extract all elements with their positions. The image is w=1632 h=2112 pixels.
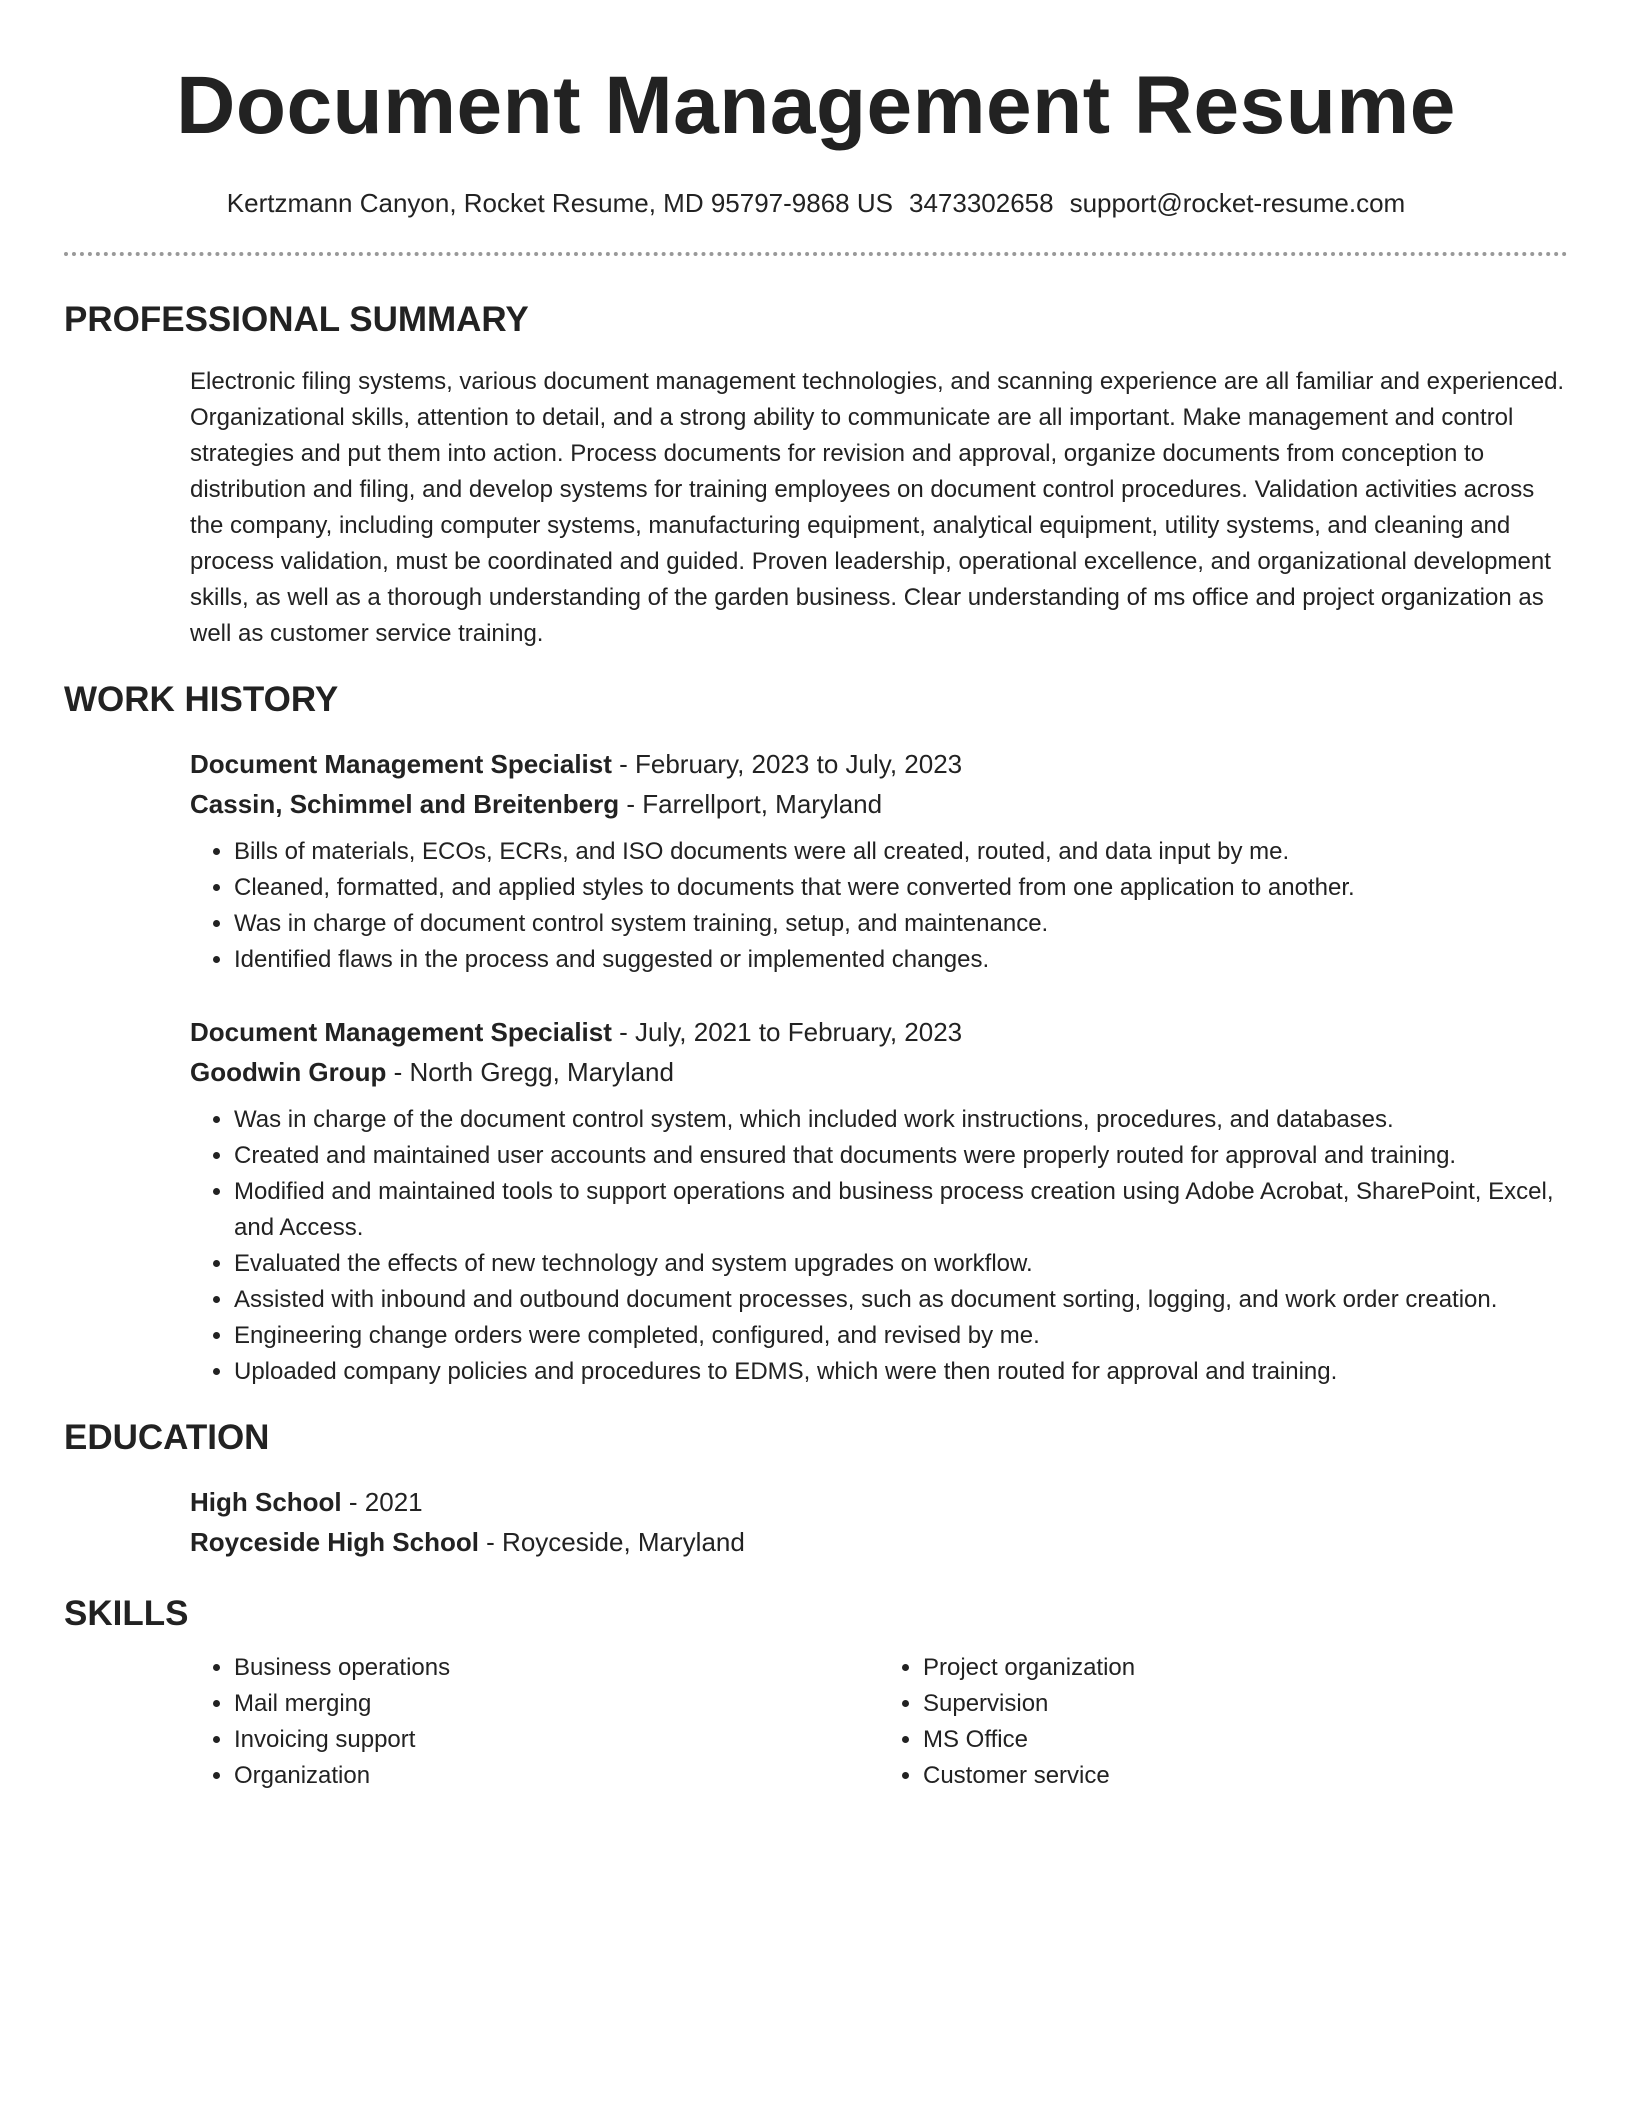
skill-item: • Mail merging (234, 1686, 879, 1722)
education-school-line (190, 1522, 1568, 1562)
work-section (0, 678, 1632, 1390)
resume-title: Document Management Resume (176, 60, 1456, 151)
education-school: Royceside High School (190, 1527, 479, 1557)
job-location: - Farrellport, Maryland (619, 789, 883, 819)
job-company-line (190, 1052, 1568, 1092)
job-bullet: • Was in charge of the document control system, which included work instructions, procedures, and databases. (234, 1102, 1568, 1138)
job-dates: - February, 2023 to July, 2023 (611, 749, 963, 779)
job-title-line (190, 1012, 1568, 1052)
education-heading: EDUCATION (64, 1418, 270, 1457)
job-bullet: • Created and maintained user accounts and ensured that documents were properly routed for approval and training. (234, 1138, 1568, 1174)
skills-grid (190, 1650, 1568, 1794)
education-section (0, 1416, 1632, 1562)
job-company: Goodwin Group (190, 1057, 387, 1087)
job-bullets (190, 834, 1568, 978)
job-bullet: • Was in charge of document control system training, setup, and maintenance. (234, 906, 1568, 942)
job-bullet: • Identified flaws in the process and suggested or implemented changes. (234, 942, 1568, 978)
skills-column-right (879, 1650, 1568, 1794)
summary-heading: PROFESSIONAL SUMMARY (64, 300, 529, 339)
contact-email: support@rocket-resume.com (1069, 188, 1406, 218)
job-bullet: • Assisted with inbound and outbound document processes, such as document sorting, logging, and work order creation. (234, 1282, 1568, 1318)
education-location: - Royceside, Maryland (478, 1527, 745, 1557)
contact-address: Kertzmann Canyon, Rocket Resume, MD 95797-9868 US (226, 188, 893, 218)
summary-section (0, 298, 1632, 652)
job-bullet: • Uploaded company policies and procedures to EDMS, which were then routed for approval and training. (234, 1354, 1568, 1390)
job-company-line (190, 784, 1568, 824)
job-entry (190, 744, 1568, 978)
job-company: Cassin, Schimmel and Breitenberg (190, 789, 620, 819)
contact-line (0, 186, 1632, 220)
skill-item: • Invoicing support (234, 1722, 879, 1758)
job-bullet: • Engineering change orders were completed, configured, and revised by me. (234, 1318, 1568, 1354)
skill-item: • Supervision (923, 1686, 1568, 1722)
skill-item: • Organization (234, 1758, 879, 1794)
job-role: Document Management Specialist (190, 749, 612, 779)
job-bullet: • Bills of materials, ECOs, ECRs, and ISO documents were all created, routed, and data input by me. (234, 834, 1568, 870)
skill-item: • Customer service (923, 1758, 1568, 1794)
job-role: Document Management Specialist (190, 1017, 612, 1047)
skill-item: • Business operations (234, 1650, 879, 1686)
education-degree: High School (190, 1487, 342, 1517)
skills-heading: SKILLS (64, 1594, 189, 1633)
job-location: - North Gregg, Maryland (386, 1057, 674, 1087)
job-dates: - July, 2021 to February, 2023 (611, 1017, 963, 1047)
skills-section (0, 1592, 1632, 1794)
header-divider (64, 252, 1568, 256)
education-entry (190, 1482, 1568, 1562)
job-bullet: • Modified and maintained tools to support operations and business process creation using Adobe Acrobat, SharePoint, Excel, and Access. (234, 1174, 1568, 1246)
education-year: - 2021 (341, 1487, 423, 1517)
education-degree-line (190, 1482, 1568, 1522)
skill-item: • Project organization (923, 1650, 1568, 1686)
job-bullets (190, 1102, 1568, 1390)
job-entry (190, 1012, 1568, 1390)
job-bullet: • Evaluated the effects of new technology and system upgrades on workflow. (234, 1246, 1568, 1282)
job-bullet: • Cleaned, formatted, and applied styles to documents that were converted from one application to another. (234, 870, 1568, 906)
skills-column-left (190, 1650, 879, 1794)
summary-text: Electronic filing systems, various document management technologies, and scanning experience are all familiar and experienced. Organizational skills, attention to detail, and a strong ability to communicate are all important. Make management and control strategies and put them into action. Process documents for revision and approval, organize documents from conception to distribution and filing, and develop systems for training employees on document control procedures. Validation activities across the company, including computer systems, manufacturing equipment, analytical equipment, utility systems, and cleaning and process validation, must be coordinated and guided. Proven leadership, operational excellence, and organizational development skills, as well as a thorough understanding of the garden business. Clear understanding of ms office and project organization as well as customer service training. (190, 368, 1565, 647)
skill-item: • MS Office (923, 1722, 1568, 1758)
contact-phone: 3473302658 (908, 188, 1054, 218)
job-title-line (190, 744, 1568, 784)
work-heading: WORK HISTORY (64, 680, 339, 719)
